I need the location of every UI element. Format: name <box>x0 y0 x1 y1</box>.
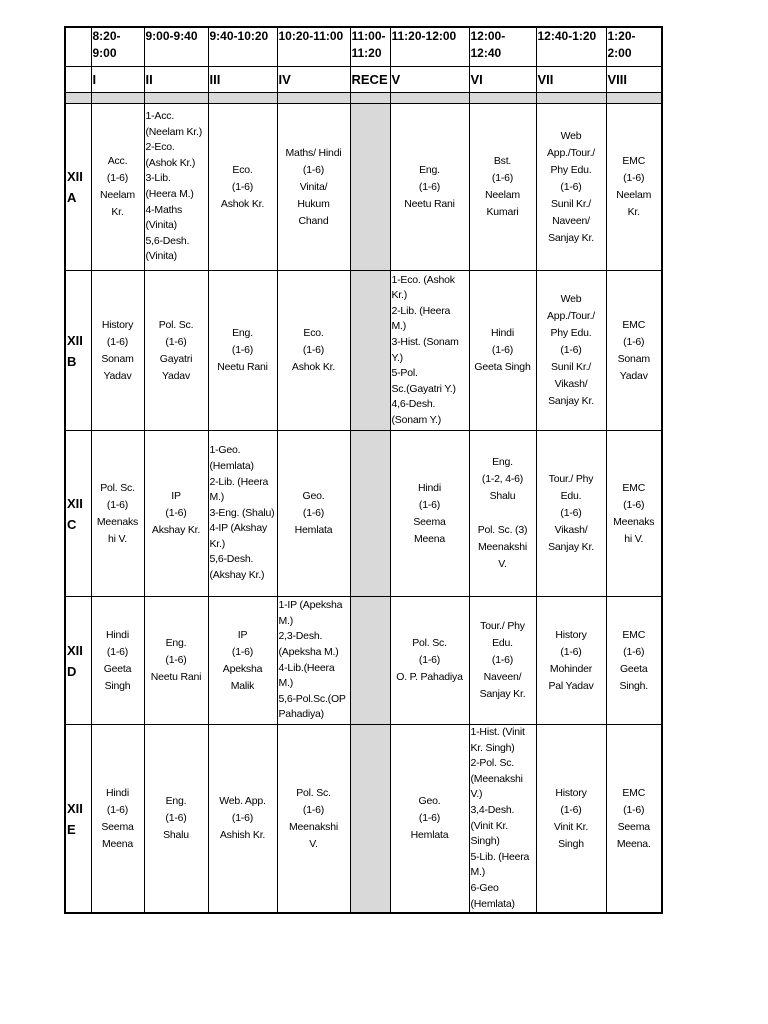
period-cell: Geo. (1-6) Hemlata <box>390 725 469 914</box>
period-cell: Geo. (1-6) Hemlata <box>277 431 350 597</box>
period-cell: Pol. Sc. (1-6) Gayatri Yadav <box>144 271 208 431</box>
spacer-cell <box>390 93 469 104</box>
spacer-cell <box>277 93 350 104</box>
class-row <box>65 597 662 725</box>
period-label-cell <box>65 67 91 93</box>
recess-cell <box>350 271 390 431</box>
time-slot-cell <box>65 27 91 67</box>
period-cell: Bst. (1-6) Neelam Kumari <box>469 104 536 271</box>
period-label-cell: VI <box>469 67 536 93</box>
period-label-cell: II <box>144 67 208 93</box>
spacer-cell <box>91 93 144 104</box>
period-cell: Tour./ Phy Edu. (1-6) Vikash/ Sanjay Kr. <box>536 431 606 597</box>
class-label-cell: XII D <box>65 597 91 725</box>
period-cell: Eng. (1-6) Shalu <box>144 725 208 914</box>
period-cell: Tour./ Phy Edu. (1-6) Naveen/ Sanjay Kr. <box>469 597 536 725</box>
period-cell: IP (1-6) Akshay Kr. <box>144 431 208 597</box>
spacer-cell <box>144 93 208 104</box>
time-slot-cell: 12:00- 12:40 <box>469 27 536 67</box>
period-label-cell: IV <box>277 67 350 93</box>
period-cell: Eng. (1-2, 4-6) Shalu Pol. Sc. (3) Meenakshi V. <box>469 431 536 597</box>
recess-cell <box>350 431 390 597</box>
class-row <box>65 271 662 431</box>
spacer-cell <box>469 93 536 104</box>
time-slot-cell: 9:00-9:40 <box>144 27 208 67</box>
class-label-cell: XII C <box>65 431 91 597</box>
period-label-cell: V <box>390 67 469 93</box>
class-row <box>65 431 662 597</box>
period-cell: Pol. Sc. (1-6) Meenaks hi V. <box>91 431 144 597</box>
recess-cell <box>350 104 390 271</box>
period-label-cell: RECE <box>350 67 390 93</box>
period-cell: Eng. (1-6) Neetu Rani <box>208 271 277 431</box>
period-cell: Pol. Sc. (1-6) Meenakshi V. <box>277 725 350 914</box>
spacer-row <box>65 93 662 104</box>
recess-cell <box>350 597 390 725</box>
period-cell: Hindi (1-6) Seema Meena <box>390 431 469 597</box>
period-cell: Web App./Tour./ Phy Edu. (1-6) Sunil Kr./ Vikash/ Sanjay Kr. <box>536 271 606 431</box>
class-label-cell: XII A <box>65 104 91 271</box>
period-cell: 1-Eco. (Ashok Kr.) 2-Lib. (Heera M.) 3-Hist. (Sonam Y.) 5-Pol. Sc.(Gayatri Y.) 4,6-Desh. (Sonam Y.) <box>390 271 469 431</box>
period-label-cell: VIII <box>606 67 662 93</box>
time-slot-cell: 8:20- 9:00 <box>91 27 144 67</box>
period-cell: Maths/ Hindi (1-6) Vinita/ Hukum Chand <box>277 104 350 271</box>
period-label-cell: III <box>208 67 277 93</box>
period-cell: Eco. (1-6) Ashok Kr. <box>208 104 277 271</box>
period-cell: History (1-6) Sonam Yadav <box>91 271 144 431</box>
period-cell: History (1-6) Vinit Kr. Singh <box>536 725 606 914</box>
period-cell: Eng. (1-6) Neetu Rani <box>390 104 469 271</box>
period-cell: 1-Acc. (Neelam Kr.) 2-Eco. (Ashok Kr.) 3-Lib. (Heera M.) 4-Maths (Vinita) 5,6-Desh. (Vinita) <box>144 104 208 271</box>
time-slot-cell: 10:20-11:00 <box>277 27 350 67</box>
class-row <box>65 104 662 271</box>
period-cell: IP (1-6) Apeksha Malik <box>208 597 277 725</box>
period-cell: Hindi (1-6) Geeta Singh <box>91 597 144 725</box>
recess-cell <box>350 725 390 914</box>
period-cell: Web App./Tour./ Phy Edu. (1-6) Sunil Kr./ Naveen/ Sanjay Kr. <box>536 104 606 271</box>
spacer-cell <box>350 93 390 104</box>
time-slot-cell: 9:40-10:20 <box>208 27 277 67</box>
time-slot-cell: 11:00- 11:20 <box>350 27 390 67</box>
period-cell: 1-Hist. (Vinit Kr. Singh) 2-Pol. Sc. (Meenakshi V.) 3,4-Desh. (Vinit Kr. Singh) 5-Lib. (Heera M.) 6-Geo (Hemlata) <box>469 725 536 914</box>
time-slot-cell: 11:20-12:00 <box>390 27 469 67</box>
period-cell: Eng. (1-6) Neetu Rani <box>144 597 208 725</box>
period-cell: Eco. (1-6) Ashok Kr. <box>277 271 350 431</box>
period-cell: EMC (1-6) Geeta Singh. <box>606 597 662 725</box>
spacer-cell <box>208 93 277 104</box>
period-cell: Hindi (1-6) Seema Meena <box>91 725 144 914</box>
class-label-cell: XII E <box>65 725 91 914</box>
class-label-cell: XII B <box>65 271 91 431</box>
spacer-cell <box>65 93 91 104</box>
period-header-row <box>65 67 662 93</box>
time-slot-cell: 12:40-1:20 <box>536 27 606 67</box>
period-cell: EMC (1-6) Sonam Yadav <box>606 271 662 431</box>
spacer-cell <box>606 93 662 104</box>
period-cell: Web. App. (1-6) Ashish Kr. <box>208 725 277 914</box>
timetable <box>64 26 663 914</box>
time-slot-cell: 1:20- 2:00 <box>606 27 662 67</box>
time-header-row <box>65 27 662 67</box>
period-label-cell: I <box>91 67 144 93</box>
spacer-cell <box>536 93 606 104</box>
class-row <box>65 725 662 914</box>
period-cell: EMC (1-6) Seema Meena. <box>606 725 662 914</box>
period-cell: 1-IP (Apeksha M.) 2,3-Desh. (Apeksha M.) 4-Lib.(Heera M.) 5,6-Pol.Sc.(OP Pahadiya) <box>277 597 350 725</box>
period-label-cell: VII <box>536 67 606 93</box>
period-cell: History (1-6) Mohinder Pal Yadav <box>536 597 606 725</box>
period-cell: Acc. (1-6) Neelam Kr. <box>91 104 144 271</box>
period-cell: EMC (1-6) Meenaks hi V. <box>606 431 662 597</box>
period-cell: Hindi (1-6) Geeta Singh <box>469 271 536 431</box>
period-cell: EMC (1-6) Neelam Kr. <box>606 104 662 271</box>
period-cell: 1-Geo. (Hemlata) 2-Lib. (Heera M.) 3-Eng. (Shalu) 4-IP (Akshay Kr.) 5,6-Desh. (Akshay Kr.) <box>208 431 277 597</box>
period-cell: Pol. Sc. (1-6) O. P. Pahadiya <box>390 597 469 725</box>
